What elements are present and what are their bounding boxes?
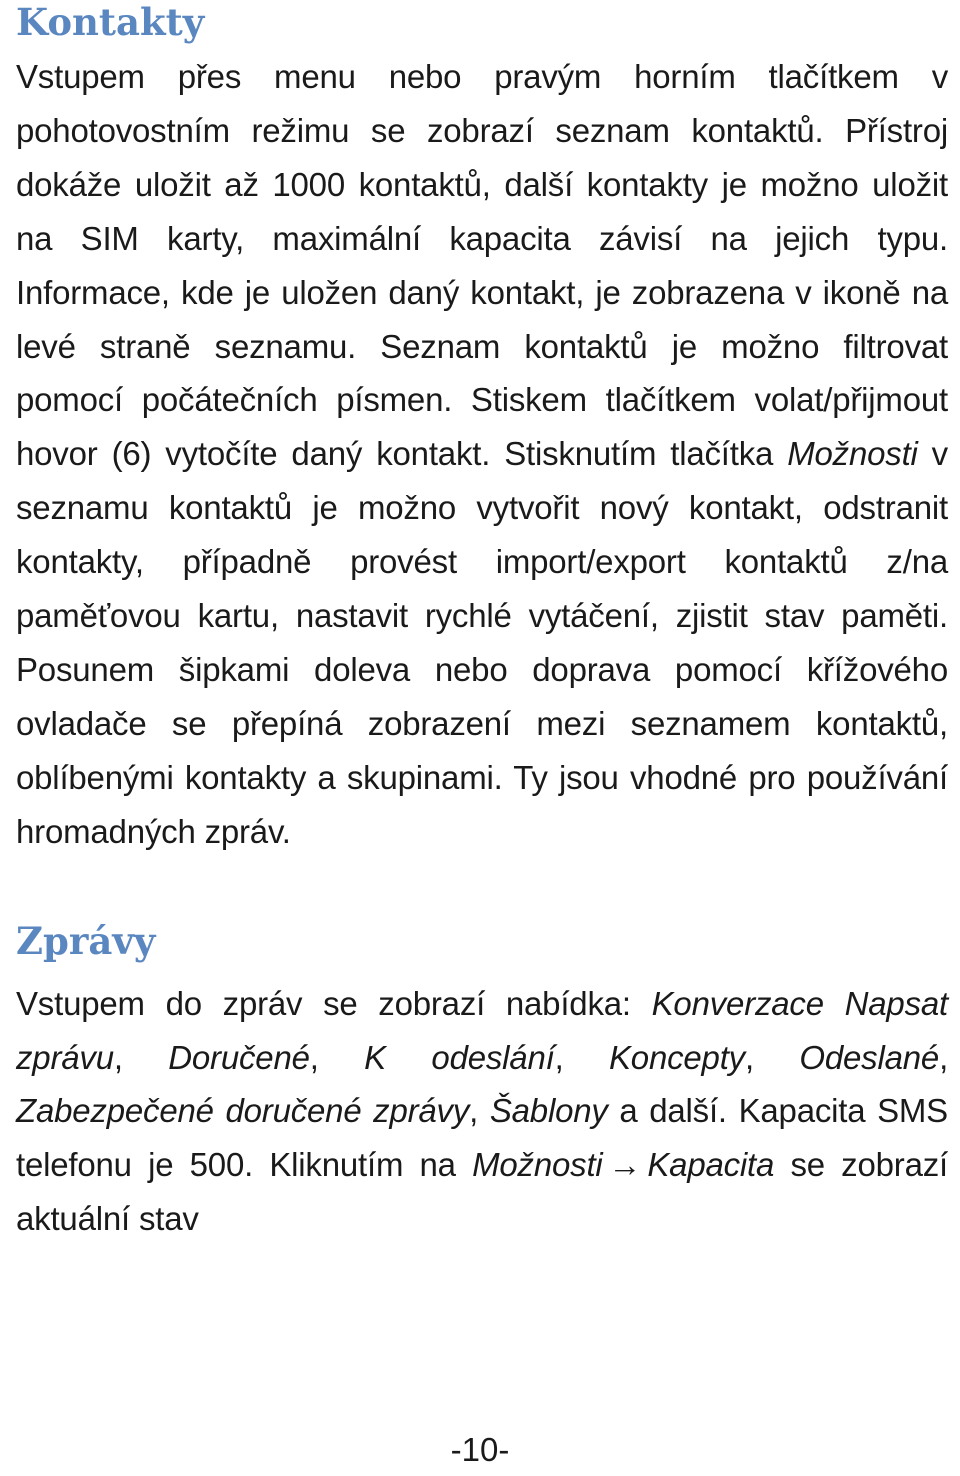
right-arrow-icon: →	[608, 1146, 642, 1184]
messages-separator: ,	[939, 1038, 949, 1076]
messages-text-1: Vstupem do zpráv se zobrazí nabídka:	[16, 984, 652, 1022]
messages-text-2: a další. Kapacita SMS telefonu je 500. Kliknutím na	[16, 1092, 948, 1184]
messages-separator: ,	[554, 1038, 609, 1076]
messages-menu-item: Konverzace Napsat zprávu	[16, 984, 949, 1076]
messages-path-options: Možnosti	[472, 1146, 603, 1184]
messages-text-3: se zobrazí aktuální stav	[16, 1146, 948, 1238]
messages-menu-item: Šablony	[489, 1092, 608, 1130]
messages-separator: ,	[469, 1092, 490, 1130]
messages-menu-item: Doručené	[168, 1038, 310, 1076]
section-heading-contacts: Kontakty	[16, 0, 205, 44]
contacts-text-2: v seznamu kontaktů je možno vytvořit nový kontakt, odstranit kontakty, případně provést import/export kontaktů z/na paměťovou kartu, nastavit rychlé vytáčení, zjistit stav paměti. Posunem šipkami doleva nebo doprava pomocí křížového ovladače se přepíná zobrazení mezi seznamem kontaktů, oblíbenými kontakty a skupinami. Ty jsou vhodné pro používání hromadných zpráv.	[16, 435, 948, 850]
messages-menu-item: K odeslání	[364, 1038, 555, 1076]
contacts-options-term: Možnosti	[787, 435, 918, 473]
messages-separator: ,	[113, 1038, 169, 1076]
section-heading-messages: Zprávy	[16, 918, 156, 963]
contacts-text-1: Vstupem přes menu nebo pravým horním tlačítkem v pohotovostním režimu se zobrazí seznam kontaktů. Přístroj dokáže uložit až 1000 kontaktů, další kontakty je možno uložit na SIM karty, maximální kapacita závisí na jejich typu. Informace, kde je uložen daný kontakt, je zobrazena v ikoně na levé straně seznamu. Seznam kontaktů je možno filtrovat pomocí počátečních písmen. Stiskem tlačítkem volat/přijmout hovor (6) vytočíte daný kontakt. Stisknutím tlačítka	[16, 58, 948, 473]
messages-menu-item: Koncepty	[608, 1038, 745, 1076]
messages-separator: ,	[744, 1038, 800, 1076]
document-page	[16, 0, 948, 1246]
messages-path-capacity: Kapacita	[647, 1146, 775, 1184]
messages-menu-item: Zabezpečené doručené zprávy	[16, 1092, 470, 1130]
messages-paragraph	[16, 977, 948, 1247]
messages-separator: ,	[309, 1038, 365, 1076]
page-number: -10-	[450, 1431, 510, 1468]
messages-menu-item: Odeslané	[799, 1038, 940, 1076]
contacts-paragraph	[16, 50, 948, 859]
